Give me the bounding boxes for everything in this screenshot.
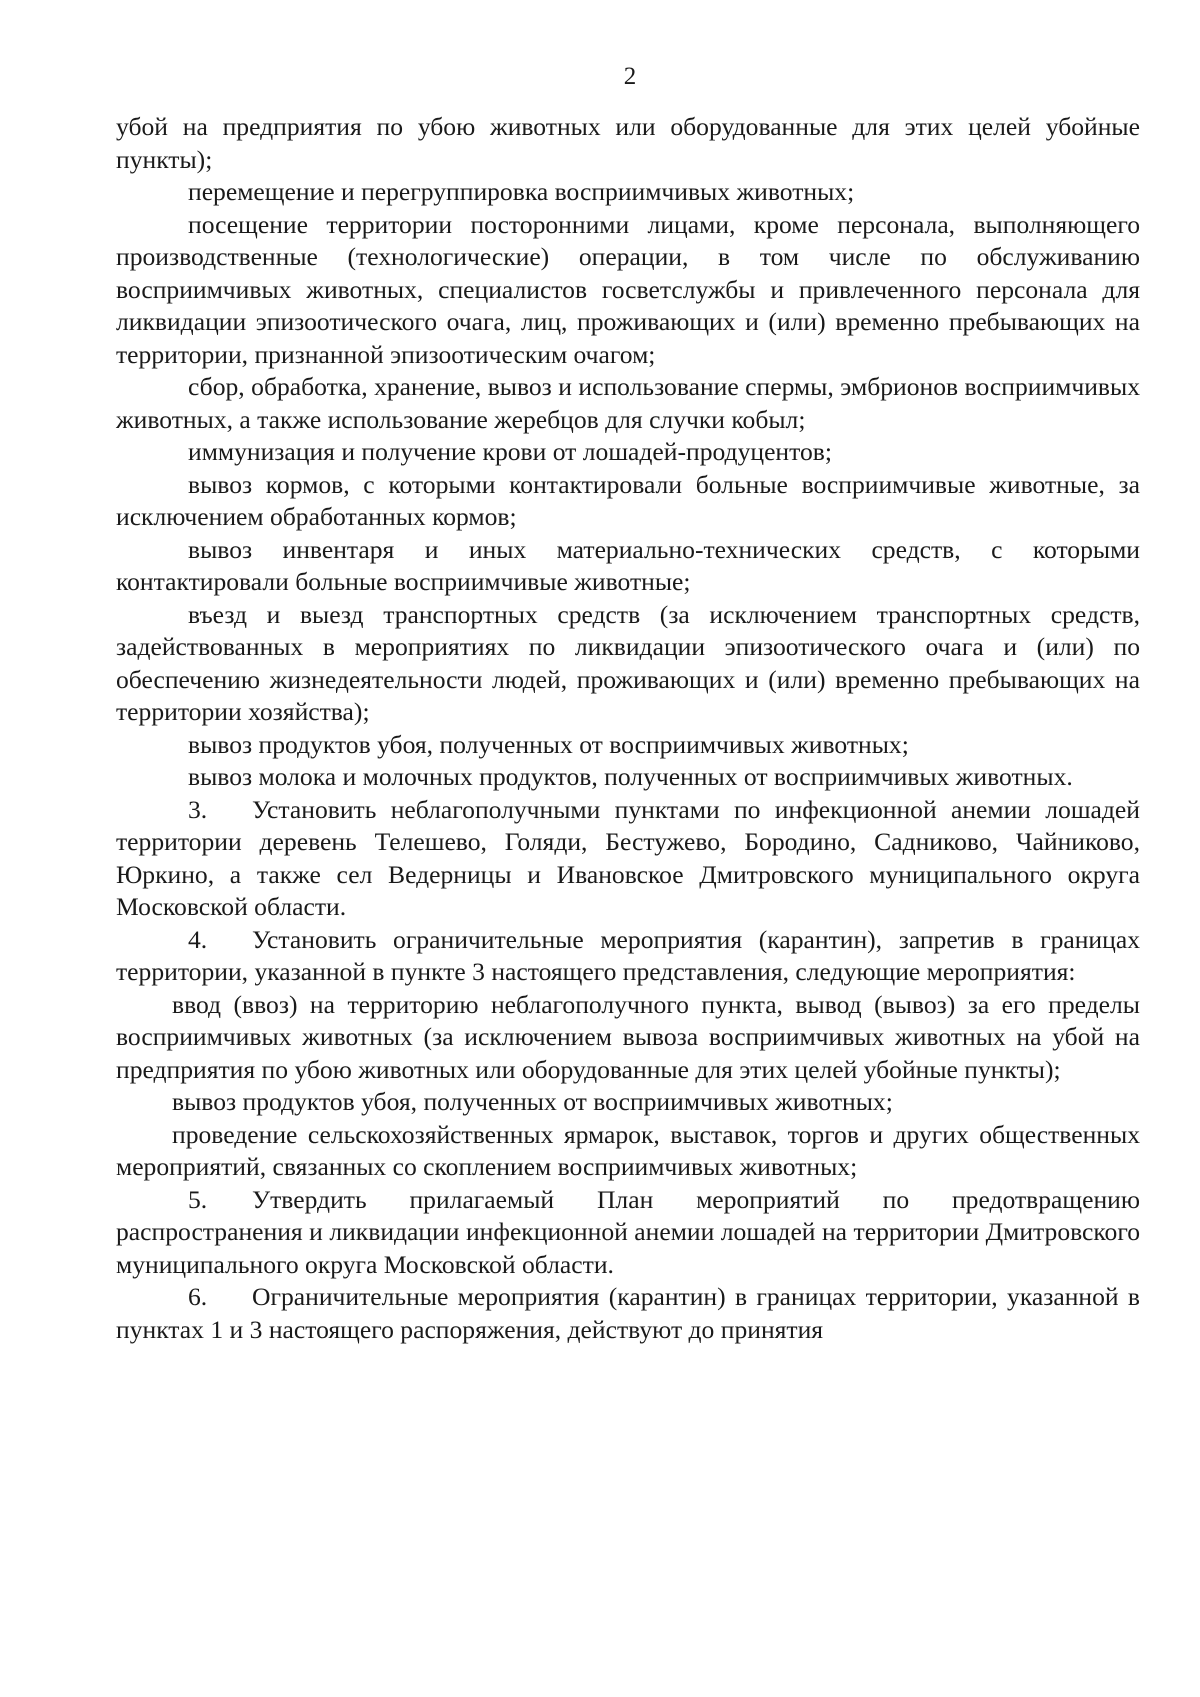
numbered-clause-3 bbox=[116, 794, 1140, 924]
restriction-item bbox=[116, 176, 1140, 209]
clause-number: 4. bbox=[188, 924, 208, 954]
restriction-item bbox=[116, 761, 1140, 794]
paragraph-text: сбор, обработка, хранение, вывоз и использование спермы, эмбрионов восприимчивых животных, а также использование жеребцов для случки кобыл; bbox=[116, 372, 1140, 434]
paragraph-text: убой на предприятия по убою животных или оборудованные для этих целей убойные пункты); bbox=[116, 112, 1140, 174]
paragraph-text: перемещение и перегруппировка восприимчивых животных; bbox=[188, 177, 855, 206]
numbered-clause-5 bbox=[116, 1184, 1140, 1282]
restriction-item bbox=[116, 1086, 1140, 1119]
clause-number: 3. bbox=[188, 794, 208, 824]
restriction-item bbox=[116, 436, 1140, 469]
paragraph-text: Установить ограничительные мероприятия (карантин), запретив в границах территории, указанной в пункте 3 настоящего представления, следующие мероприятия: bbox=[116, 924, 1140, 986]
restriction-item bbox=[116, 534, 1140, 599]
numbered-clause-4 bbox=[116, 924, 1140, 989]
restriction-item bbox=[116, 371, 1140, 436]
paragraph-text: вывоз продуктов убоя, полученных от восприимчивых животных; bbox=[172, 1087, 893, 1116]
paragraph-text: вывоз продуктов убоя, полученных от восприимчивых животных; bbox=[188, 729, 909, 759]
page-number: 2 bbox=[623, 63, 637, 90]
clause-number: 5. bbox=[188, 1184, 208, 1214]
restriction-item bbox=[116, 989, 1140, 1087]
restriction-item bbox=[116, 209, 1140, 372]
paragraph-text: вывоз кормов, с которыми контактировали больные восприимчивые животные, за исключением обработанных кормов; bbox=[116, 469, 1140, 531]
restriction-item bbox=[116, 1119, 1140, 1184]
paragraph-continuation bbox=[116, 111, 1140, 176]
paragraph-text: вывоз инвентаря и иных материально-технических средств, с которыми контактировали больные восприимчивые животные; bbox=[116, 534, 1140, 596]
numbered-clause-6 bbox=[116, 1281, 1140, 1346]
paragraph-text: Ограничительные мероприятия (карантин) в границах территории, указанной в пунктах 1 и 3 настоящего распоряжения, действуют до принятия bbox=[116, 1282, 1140, 1344]
restriction-item bbox=[116, 729, 1140, 762]
paragraph-text: ввод (ввоз) на территорию неблагополучного пункта, вывод (вывоз) за его пределы восприимчивых животных (за исключением вывоза восприимчивых животных на убой на предприятия по убою животных или оборудованные для этих целей убойные пункты); bbox=[116, 989, 1140, 1084]
paragraph-text: Утвердить прилагаемый План мероприятий по предотвращению распространения и ликвидации инфекционной анемии лошадей на территории Дмитровского муниципального округа Московской области. bbox=[116, 1184, 1140, 1279]
paragraph-text: Установить неблагополучными пунктами по инфекционной анемии лошадей территории деревень Телешево, Голяди, Бестужево, Бородино, Садниково, Чайниково, Юркино, а также сел Ведерницы и Ивановское Дмитровского муниципального округа Московской области. bbox=[116, 794, 1140, 921]
paragraph-text: посещение территории посторонними лицами, кроме персонала, выполняющего производственные (технологические) операции, в том числе по обслуживанию восприимчивых животных, специалистов госветслужбы и привлеченного персонала для ликвидации эпизоотического очага, лиц, проживающих и (или) временно пребывающих на территории, признанной эпизоотическим очагом; bbox=[116, 209, 1140, 369]
paragraph-text: иммунизация и получение крови от лошадей-продуцентов; bbox=[188, 437, 832, 466]
paragraph-text: въезд и выезд транспортных средств (за исключением транспортных средств, задействованных в мероприятиях по ликвидации эпизоотического очага и (или) по обеспечению жизнедеятельности людей, проживающих и (или) временно пребывающих на территории хозяйства); bbox=[116, 599, 1140, 726]
clause-number: 6. bbox=[188, 1282, 208, 1311]
restriction-item bbox=[116, 599, 1140, 729]
paragraph-text: проведение сельскохозяйственных ярмарок, выставок, торгов и других общественных мероприятий, связанных со скоплением восприимчивых животных; bbox=[116, 1119, 1140, 1181]
paragraph-text: вывоз молока и молочных продуктов, полученных от восприимчивых животных. bbox=[188, 762, 1073, 791]
restriction-item bbox=[116, 469, 1140, 534]
document-body bbox=[116, 111, 1140, 1346]
